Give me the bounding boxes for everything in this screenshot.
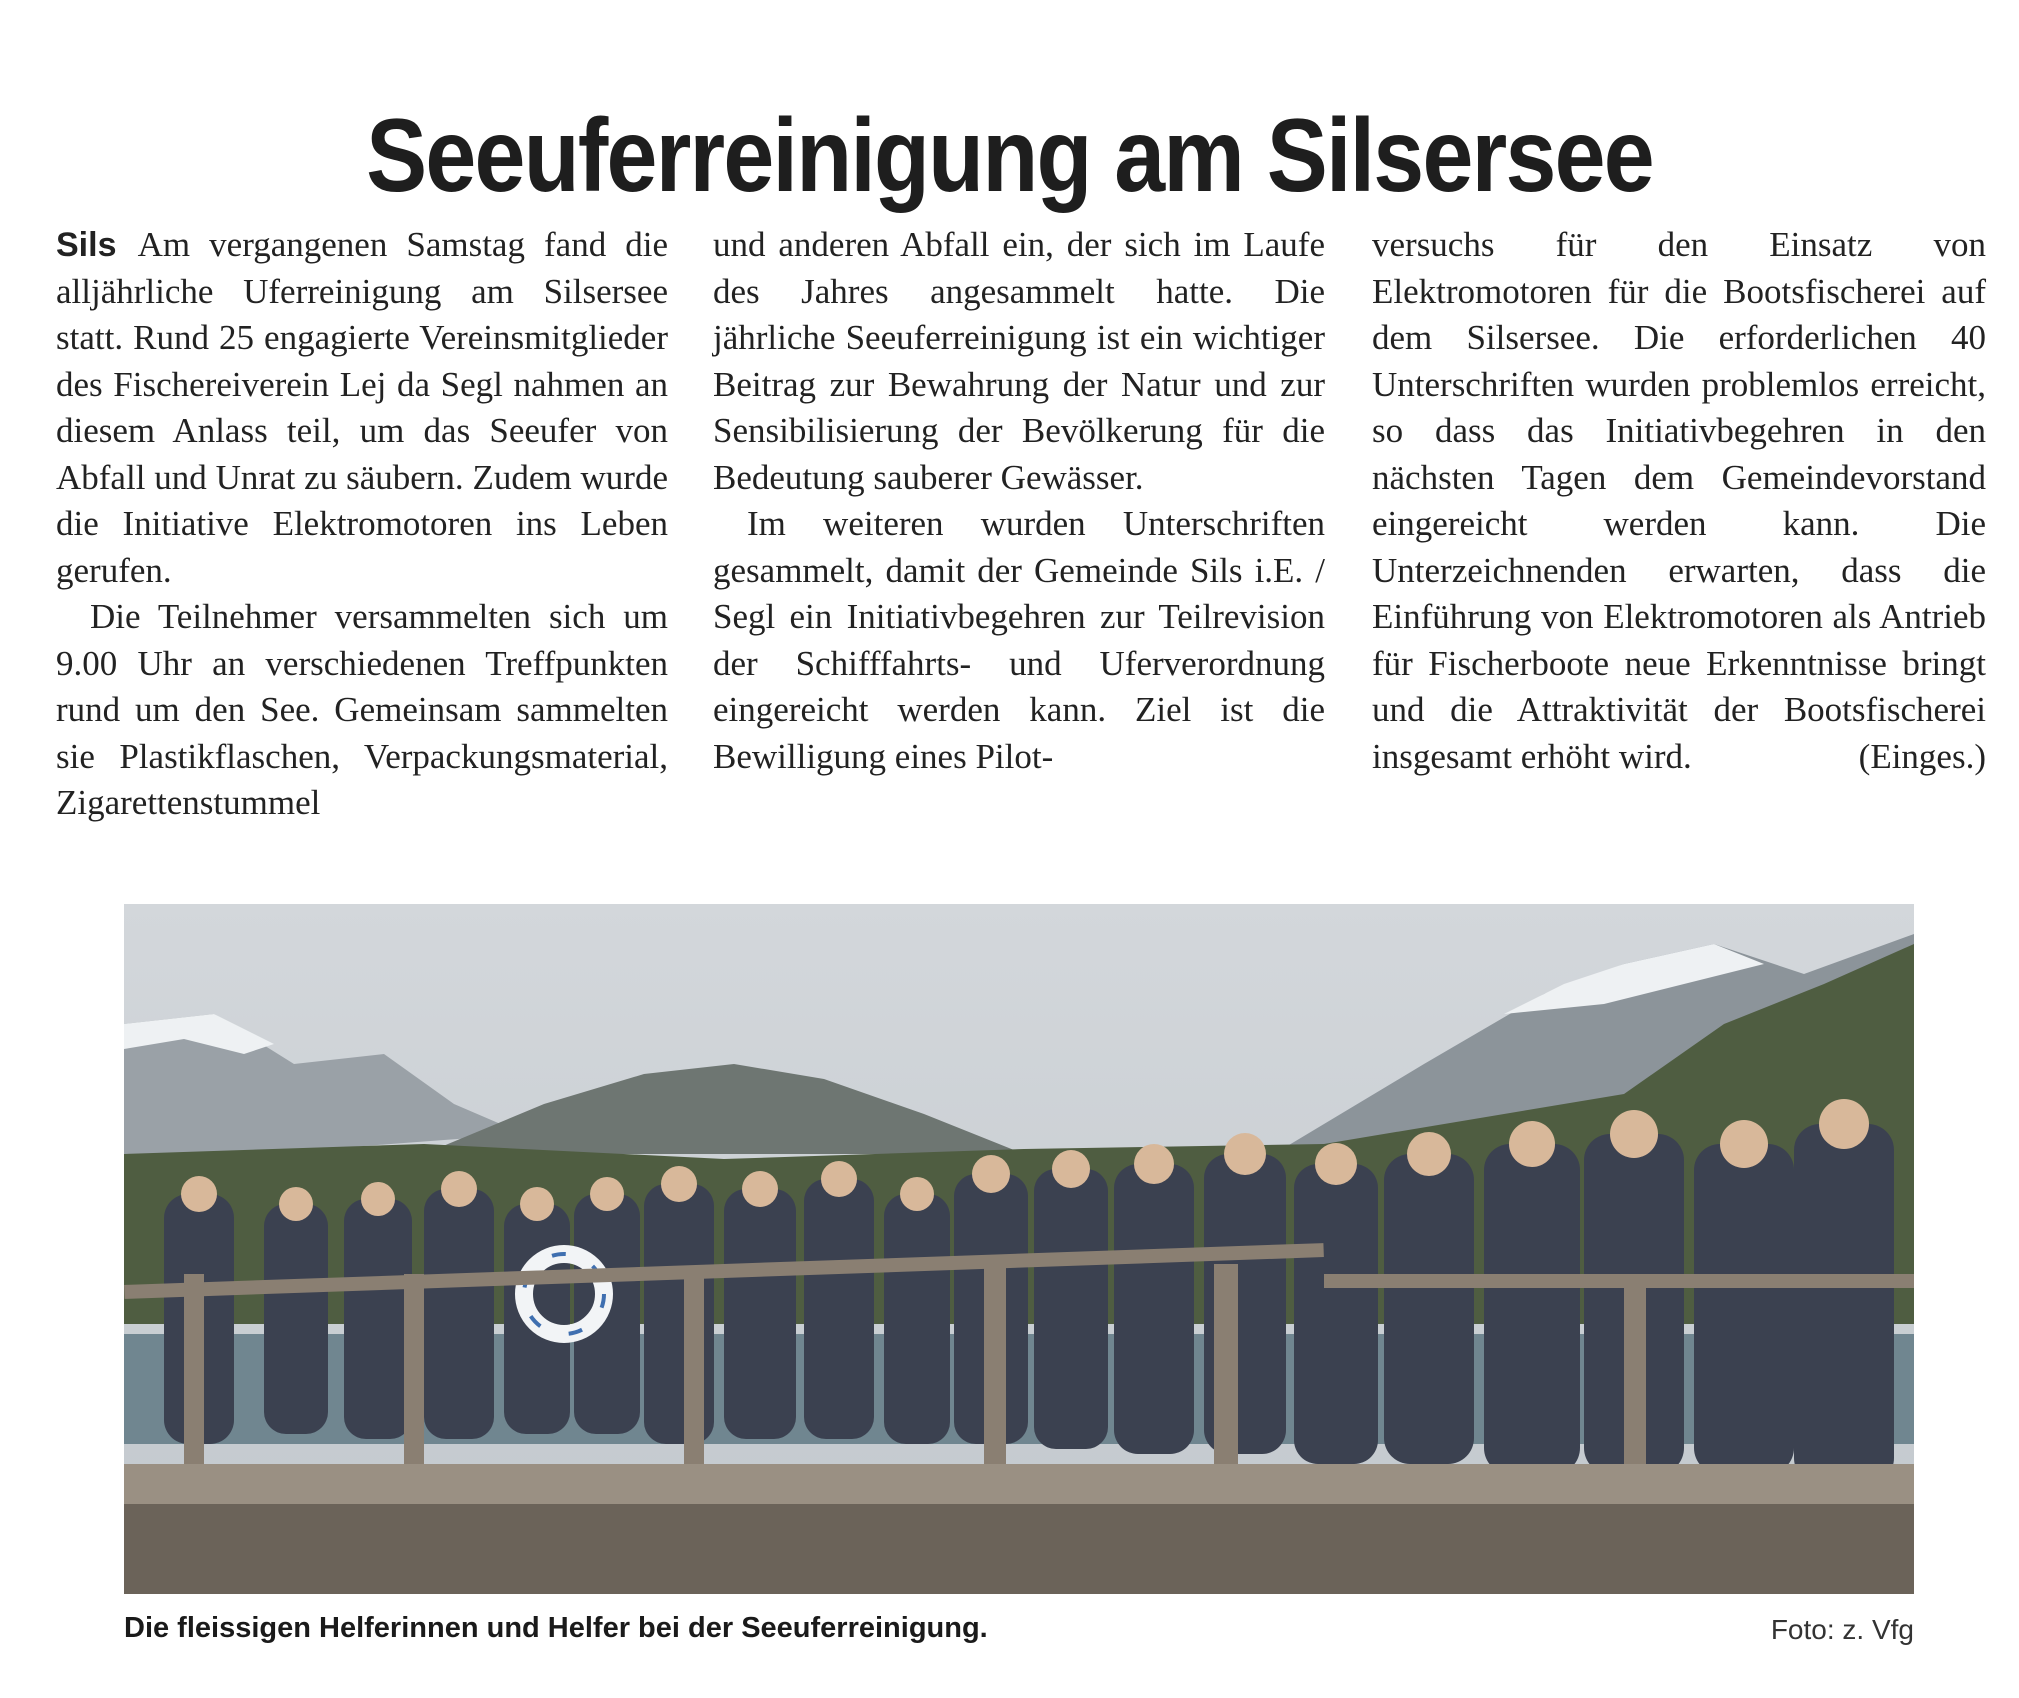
group-photo [124,904,1914,1594]
article-column-1 [56,222,668,827]
paragraph-text: Am vergangenen Samstag fand die alljährliche Uferreinigung am Silsersee statt. Rund 25 engagierte Vereinsmitglieder des Fischereiverein Lej da Segl nahmen an diesem Anlass teil, um das Seeufer von Abfall und Unrat zu säubern. Zudem wurde die Initiative Elektromotoren ins Leben gerufen. [56,225,668,590]
paragraph-text: versuchs für den Einsatz von Elektromotoren für die Bootsfischerei auf dem Silsersee. Die erforderlichen 40 Unterschriften wurden problemlos erreicht, so dass das Initiativbegehren in den nächsten Tagen dem Gemeindevorstand eingereicht werden kann. Die Unterzeichnenden erwarten, dass die Einführung von Elektromotoren als Antrieb für Fischerboote neue Erkenntnisse bringt und die Attraktivität der Bootsfischerei insgesamt erhöht wird. [1372,225,1986,776]
photo-credit: Foto: z. Vfg [1770,1614,1914,1645]
dateline: Sils [56,226,117,264]
paragraph: Im weiteren wurden Unterschriften gesammelt, damit der Gemeinde Sils i.E. / Segl ein Initiativbegehren zur Teilrevision der Schifffahrts- und Uferverordnung eingereicht werden kann. Ziel ist die Bewilligung eines Pilot- [713,504,1325,776]
group-photo-illustration [124,904,1914,1594]
article-column-2 [713,222,1325,780]
headline: Seeuferreinigung am Silsersee [366,97,1653,214]
article-column-3 [1372,222,1986,780]
author-signature: (Einges.) [1858,736,1986,776]
paragraph: und anderen Abfall ein, der sich im Laufe des Jahres angesammelt hatte. Die jährliche Seeuferreinigung ist ein wichtiger Beitrag zur Bewahrung der Natur und zur Sensibilisierung der Bevölkerung für die Bedeutung sauberer Gewässer. [713,225,1325,497]
paragraph [1372,222,1986,780]
paragraph: Die Teilnehmer versammelten sich um 9.00 Uhr an verschiedenen Treffpunkten rund um den See. Gemeinsam sammelten sie Plastikflaschen, Verpackungsmaterial, Zigarettenstummel [56,597,668,822]
paragraph [56,222,668,594]
photo-caption: Die fleissigen Helferinnen und Helfer bei der Seeuferreinigung. [124,1612,988,1644]
